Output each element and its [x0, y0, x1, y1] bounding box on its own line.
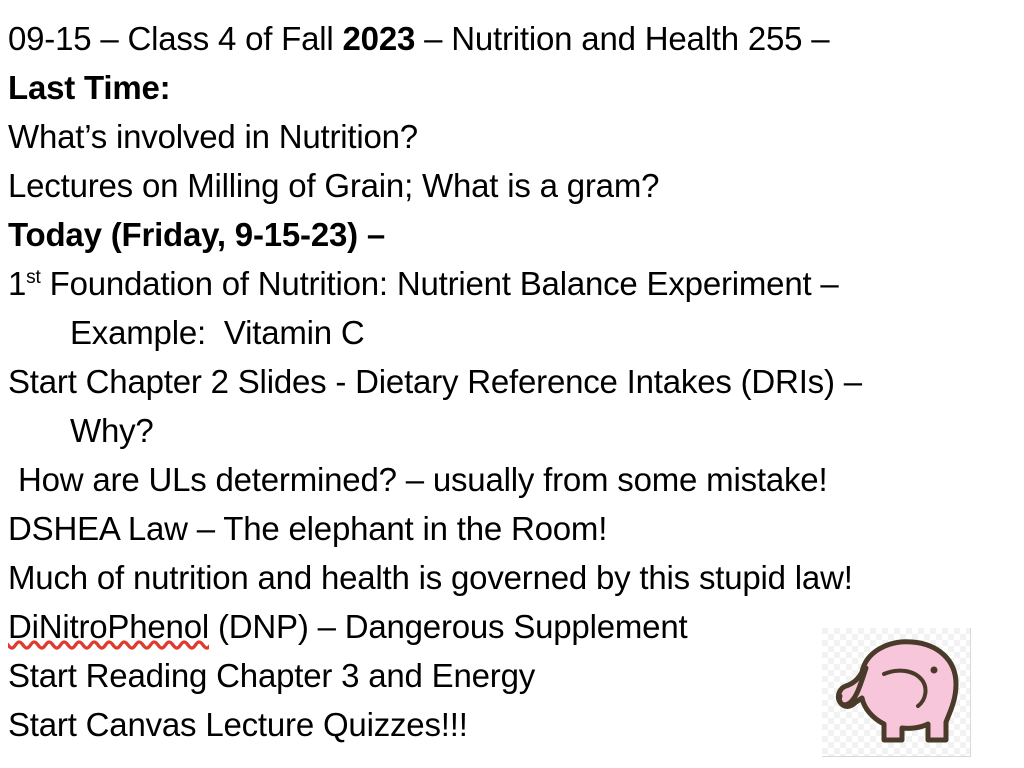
line-why-seg-0: Why?: [70, 412, 154, 449]
line-first-foundation-of-nutrition-seg-1: st: [26, 267, 41, 288]
line-dinitrophenol-seg-1: (DNP) – Dangerous Supplement: [209, 608, 688, 645]
line-date-class-seg-0: 09-15 – Class 4 of Fall: [8, 20, 343, 57]
pink-elephant-image: [822, 628, 971, 757]
line-first-foundation-of-nutrition: [8, 259, 1010, 308]
line-much-of-nutrition-governed-seg-0: Much of nutrition and health is governed by this stupid law!: [8, 559, 853, 596]
line-last-time-heading-seg-0: Last Time:: [8, 69, 171, 106]
line-how-are-uls-determined: [8, 455, 1010, 504]
line-lectures-milling-of-grain-seg-0: Lectures on Milling of Grain; What is a gram?: [8, 167, 660, 204]
line-date-class: [8, 14, 1010, 63]
line-whats-involved-in-nutrition-seg-0: What’s involved in Nutrition?: [8, 118, 418, 155]
line-first-foundation-of-nutrition-seg-0: 1: [8, 265, 27, 302]
line-how-are-uls-determined-seg-0: How are ULs determined? – usually from some mistake!: [18, 461, 828, 498]
line-much-of-nutrition-governed: [8, 553, 1010, 602]
line-example-vitamin-c: [8, 308, 1010, 357]
line-date-class-seg-2: – Nutrition and Health 255 –: [415, 20, 830, 57]
line-lectures-milling-of-grain: [8, 161, 1010, 210]
line-start-canvas-lecture-quizzes-seg-0: Start Canvas Lecture Quizzes!!!: [8, 706, 468, 743]
line-today-heading: [8, 210, 1010, 259]
line-last-time-heading: [8, 63, 1010, 112]
line-date-class-seg-1: 2023: [342, 20, 416, 57]
line-why: [8, 406, 1010, 455]
line-dinitrophenol-seg-0: DiNitroPhenol: [8, 608, 209, 645]
line-start-chapter-2-slides: [8, 357, 1010, 406]
line-today-heading-seg-0: Today (Friday, 9-15-23) –: [8, 216, 386, 253]
line-first-foundation-of-nutrition-seg-2: Foundation of Nutrition: Nutrient Balance Experiment –: [40, 265, 839, 302]
line-whats-involved-in-nutrition: [8, 112, 1010, 161]
line-dshea-law-seg-0: DSHEA Law – The elephant in the Room!: [8, 510, 608, 547]
line-start-chapter-2-slides-seg-0: Start Chapter 2 Slides - Dietary Reference Intakes (DRIs) –: [8, 363, 862, 400]
line-start-reading-chapter-3-seg-0: Start Reading Chapter 3 and Energy: [8, 657, 536, 694]
line-dshea-law: [8, 504, 1010, 553]
line-example-vitamin-c-seg-0: Example: Vitamin C: [70, 314, 365, 351]
